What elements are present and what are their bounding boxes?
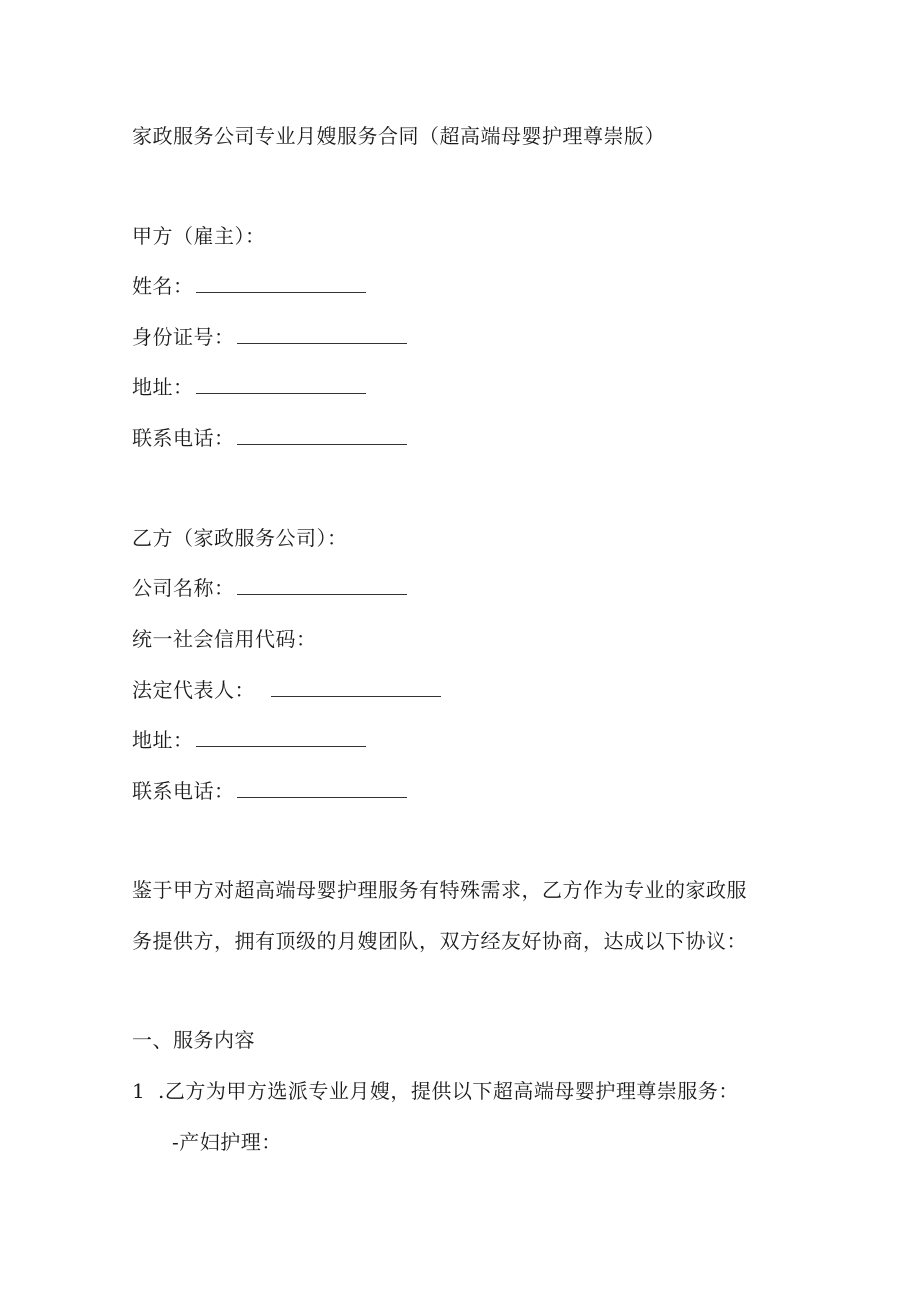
party-a-id-label: 身份证号： xyxy=(132,325,235,349)
section-1-item-1 xyxy=(132,1077,739,1105)
party-b-address-blank xyxy=(196,728,366,747)
party-a-address-label: 地址： xyxy=(132,375,194,399)
party-a-phone-blank xyxy=(237,426,407,445)
party-b-credit-code-label: 统一社会信用代码： xyxy=(132,627,317,651)
item-text: .乙方为甲方选派专业月嫂，提供以下超高端母婴护理尊崇服务： xyxy=(158,1079,739,1103)
preamble-line-1: 鉴于甲方对超高端母婴护理服务有特殊需求，乙方作为专业的家政服 xyxy=(132,878,747,902)
section-1-sub-item: -产妇护理： xyxy=(172,1130,282,1154)
party-b-address-label: 地址： xyxy=(132,728,194,752)
party-a-name-row xyxy=(132,272,366,300)
contract-title: 家政服务公司专业月嫂服务合同（超高端母婴护理尊崇版） xyxy=(132,124,665,148)
party-a-phone-row xyxy=(132,424,407,452)
party-a-id-row xyxy=(132,323,407,351)
party-b-company-label: 公司名称： xyxy=(132,576,235,600)
party-a-heading: 甲方（雇主）： xyxy=(132,224,266,248)
party-b-company-blank xyxy=(237,576,407,595)
party-b-phone-label: 联系电话： xyxy=(132,779,235,803)
party-b-legal-rep-blank xyxy=(271,678,441,697)
party-b-company-row xyxy=(132,574,407,602)
party-a-address-row xyxy=(132,373,366,401)
party-a-phone-label: 联系电话： xyxy=(132,426,235,450)
section-1-heading: 一、服务内容 xyxy=(132,1028,255,1052)
party-b-phone-blank xyxy=(237,779,407,798)
party-b-legal-rep-label: 法定代表人： xyxy=(132,678,255,702)
item-number: 1 xyxy=(132,1079,146,1103)
party-a-name-blank xyxy=(196,274,366,293)
party-b-phone-row xyxy=(132,777,407,805)
party-b-credit-code-row xyxy=(132,625,317,653)
party-a-address-blank xyxy=(196,375,366,394)
party-a-name-label: 姓名： xyxy=(132,274,194,298)
party-b-address-row xyxy=(132,726,366,754)
party-b-heading: 乙方（家政服务公司）： xyxy=(132,526,348,550)
party-a-id-blank xyxy=(237,325,407,344)
party-b-legal-rep-row xyxy=(132,676,441,704)
preamble-line-2: 务提供方，拥有顶级的月嫂团队，双方经友好协商，达成以下协议： xyxy=(132,929,747,953)
